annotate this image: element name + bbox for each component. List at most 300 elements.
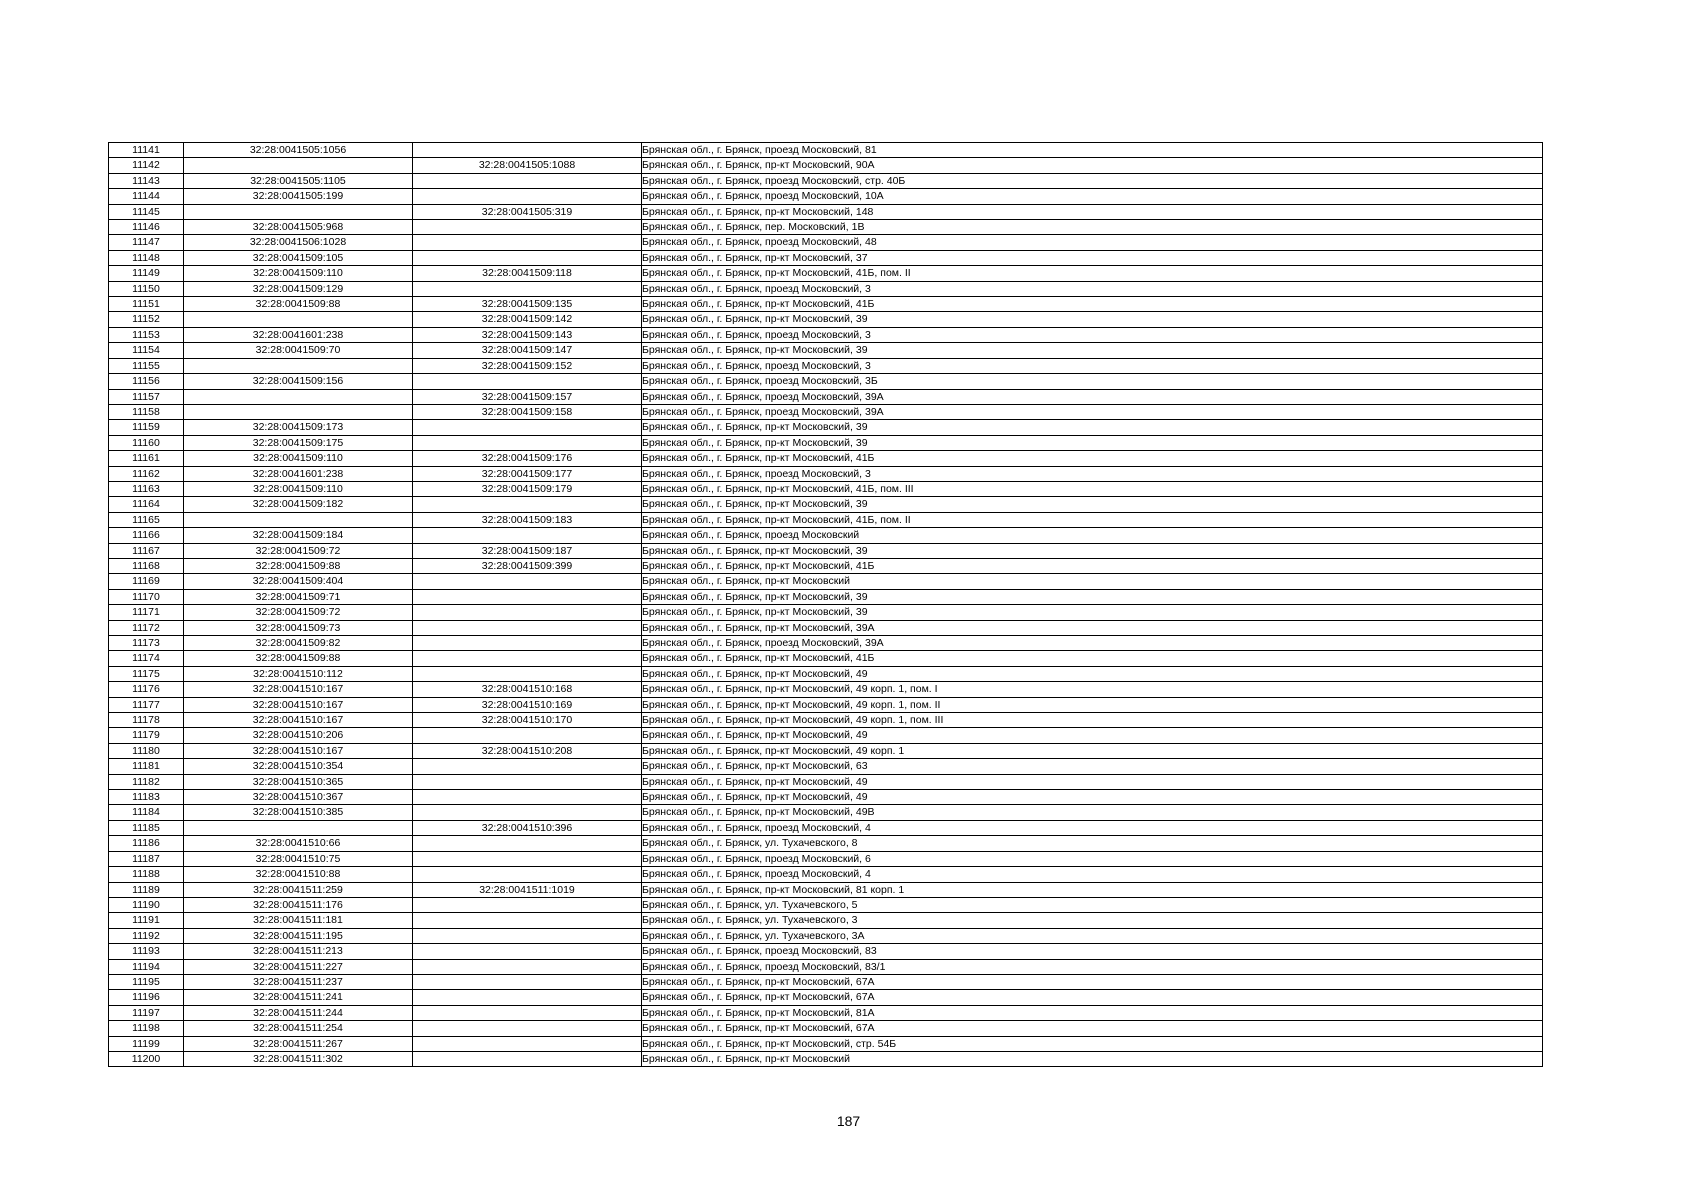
row-number-cell: 11181 xyxy=(109,759,184,774)
address-cell: Брянская обл., г. Брянск, проезд Московский, 4 xyxy=(642,867,1543,882)
table-row xyxy=(109,666,1543,681)
linked-cadastral-number-cell xyxy=(413,728,642,743)
cadastral-number-cell: 32:28:0041510:206 xyxy=(184,728,413,743)
linked-cadastral-number-cell xyxy=(413,790,642,805)
table-row xyxy=(109,143,1543,158)
row-number-cell: 11200 xyxy=(109,1051,184,1066)
linked-cadastral-number-cell xyxy=(413,666,642,681)
row-number-cell: 11183 xyxy=(109,790,184,805)
cadastral-number-cell: 32:28:0041509:156 xyxy=(184,374,413,389)
table-row xyxy=(109,743,1543,758)
page-number: 187 xyxy=(836,1113,861,1129)
table-row xyxy=(109,897,1543,912)
row-number-cell: 11153 xyxy=(109,327,184,342)
cadastral-number-cell: 32:28:0041509:88 xyxy=(184,297,413,312)
linked-cadastral-number-cell: 32:28:0041510:208 xyxy=(413,743,642,758)
cadastral-number-cell: 32:28:0041509:404 xyxy=(184,574,413,589)
table-row xyxy=(109,343,1543,358)
address-cell: Брянская обл., г. Брянск, пр-кт Московский, 41Б, пом. III xyxy=(642,481,1543,496)
linked-cadastral-number-cell: 32:28:0041509:158 xyxy=(413,404,642,419)
address-cell: Брянская обл., г. Брянск, проезд Московский xyxy=(642,528,1543,543)
row-number-cell: 11173 xyxy=(109,636,184,651)
cadastral-number-cell: 32:28:0041511:267 xyxy=(184,1036,413,1051)
linked-cadastral-number-cell xyxy=(413,990,642,1005)
linked-cadastral-number-cell xyxy=(413,250,642,265)
cadastral-number-cell: 32:28:0041509:82 xyxy=(184,636,413,651)
row-number-cell: 11174 xyxy=(109,651,184,666)
row-number-cell: 11158 xyxy=(109,404,184,419)
address-cell: Брянская обл., г. Брянск, проезд Московский, 39А xyxy=(642,389,1543,404)
linked-cadastral-number-cell xyxy=(413,235,642,250)
cadastral-number-cell: 32:28:0041509:70 xyxy=(184,343,413,358)
linked-cadastral-number-cell xyxy=(413,374,642,389)
table-row xyxy=(109,713,1543,728)
linked-cadastral-number-cell: 32:28:0041509:179 xyxy=(413,481,642,496)
table-row xyxy=(109,605,1543,620)
address-cell: Брянская обл., г. Брянск, проезд Московский, 83 xyxy=(642,944,1543,959)
cadastral-number-cell: 32:28:0041509:175 xyxy=(184,435,413,450)
row-number-cell: 11177 xyxy=(109,697,184,712)
linked-cadastral-number-cell xyxy=(413,959,642,974)
address-cell: Брянская обл., г. Брянск, пр-кт Московский, 41Б xyxy=(642,558,1543,573)
address-cell: Брянская обл., г. Брянск, пр-кт Московский, стр. 54Б xyxy=(642,1036,1543,1051)
table-row xyxy=(109,1021,1543,1036)
cadastral-number-cell: 32:28:0041509:173 xyxy=(184,420,413,435)
linked-cadastral-number-cell xyxy=(413,173,642,188)
address-cell: Брянская обл., г. Брянск, проезд Московский, 10А xyxy=(642,189,1543,204)
table-row xyxy=(109,620,1543,635)
table-row xyxy=(109,882,1543,897)
row-number-cell: 11146 xyxy=(109,220,184,235)
cadastral-number-cell xyxy=(184,204,413,219)
row-number-cell: 11147 xyxy=(109,235,184,250)
cadastral-number-cell: 32:28:0041509:182 xyxy=(184,497,413,512)
linked-cadastral-number-cell: 32:28:0041509:157 xyxy=(413,389,642,404)
cadastral-number-cell xyxy=(184,312,413,327)
row-number-cell: 11151 xyxy=(109,297,184,312)
row-number-cell: 11193 xyxy=(109,944,184,959)
address-cell: Брянская обл., г. Брянск, пр-кт Московский, 81 корп. 1 xyxy=(642,882,1543,897)
address-cell: Брянская обл., г. Брянск, пр-кт Московский, 41Б, пом. II xyxy=(642,512,1543,527)
row-number-cell: 11190 xyxy=(109,897,184,912)
linked-cadastral-number-cell xyxy=(413,1021,642,1036)
table-row xyxy=(109,913,1543,928)
cadastral-number-cell: 32:28:0041509:72 xyxy=(184,605,413,620)
cadastral-number-cell: 32:28:0041509:105 xyxy=(184,250,413,265)
row-number-cell: 11166 xyxy=(109,528,184,543)
table-row xyxy=(109,589,1543,604)
address-cell: Брянская обл., г. Брянск, пр-кт Московский, 39 xyxy=(642,435,1543,450)
row-number-cell: 11164 xyxy=(109,497,184,512)
cadastral-number-cell: 32:28:0041510:167 xyxy=(184,713,413,728)
linked-cadastral-number-cell xyxy=(413,928,642,943)
row-number-cell: 11186 xyxy=(109,836,184,851)
row-number-cell: 11163 xyxy=(109,481,184,496)
table-row xyxy=(109,759,1543,774)
registry-table-body xyxy=(109,143,1543,1067)
table-row xyxy=(109,974,1543,989)
row-number-cell: 11143 xyxy=(109,173,184,188)
linked-cadastral-number-cell: 32:28:0041510:168 xyxy=(413,682,642,697)
address-cell: Брянская обл., г. Брянск, проезд Московский, 39А xyxy=(642,636,1543,651)
row-number-cell: 11152 xyxy=(109,312,184,327)
row-number-cell: 11157 xyxy=(109,389,184,404)
cadastral-number-cell: 32:28:0041510:75 xyxy=(184,851,413,866)
cadastral-number-cell xyxy=(184,358,413,373)
address-cell: Брянская обл., г. Брянск, пр-кт Московский, 49 корп. 1 xyxy=(642,743,1543,758)
table-row xyxy=(109,235,1543,250)
table-row xyxy=(109,1051,1543,1066)
address-cell: Брянская обл., г. Брянск, пр-кт Московский, 49 корп. 1, пом. I xyxy=(642,682,1543,697)
cadastral-number-cell: 32:28:0041510:167 xyxy=(184,682,413,697)
address-cell: Брянская обл., г. Брянск, пр-кт Московский, 67А xyxy=(642,974,1543,989)
linked-cadastral-number-cell: 32:28:0041509:176 xyxy=(413,451,642,466)
linked-cadastral-number-cell: 32:28:0041511:1019 xyxy=(413,882,642,897)
address-cell: Брянская обл., г. Брянск, проезд Московский, 3Б xyxy=(642,374,1543,389)
address-cell: Брянская обл., г. Брянск, ул. Тухачевского, 8 xyxy=(642,836,1543,851)
address-cell: Брянская обл., г. Брянск, пр-кт Московский, 81А xyxy=(642,1005,1543,1020)
row-number-cell: 11165 xyxy=(109,512,184,527)
linked-cadastral-number-cell xyxy=(413,913,642,928)
address-cell: Брянская обл., г. Брянск, пр-кт Московский, 67А xyxy=(642,1021,1543,1036)
row-number-cell: 11167 xyxy=(109,543,184,558)
cadastral-number-cell: 32:28:0041505:199 xyxy=(184,189,413,204)
address-cell: Брянская обл., г. Брянск, пр-кт Московский, 90А xyxy=(642,158,1543,173)
table-row xyxy=(109,327,1543,342)
linked-cadastral-number-cell: 32:28:0041509:135 xyxy=(413,297,642,312)
address-cell: Брянская обл., г. Брянск, пр-кт Московский, 39 xyxy=(642,420,1543,435)
address-cell: Брянская обл., г. Брянск, пр-кт Московский, 49В xyxy=(642,805,1543,820)
address-cell: Брянская обл., г. Брянск, пр-кт Московский xyxy=(642,574,1543,589)
cadastral-number-cell xyxy=(184,512,413,527)
linked-cadastral-number-cell xyxy=(413,528,642,543)
cadastral-number-cell: 32:28:0041511:181 xyxy=(184,913,413,928)
address-cell: Брянская обл., г. Брянск, пр-кт Московский, 39 xyxy=(642,343,1543,358)
cadastral-number-cell xyxy=(184,820,413,835)
linked-cadastral-number-cell xyxy=(413,420,642,435)
linked-cadastral-number-cell xyxy=(413,836,642,851)
cadastral-number-cell: 32:28:0041509:72 xyxy=(184,543,413,558)
row-number-cell: 11168 xyxy=(109,558,184,573)
linked-cadastral-number-cell xyxy=(413,651,642,666)
table-row xyxy=(109,1036,1543,1051)
row-number-cell: 11189 xyxy=(109,882,184,897)
row-number-cell: 11178 xyxy=(109,713,184,728)
row-number-cell: 11149 xyxy=(109,266,184,281)
linked-cadastral-number-cell xyxy=(413,574,642,589)
table-row xyxy=(109,389,1543,404)
address-cell: Брянская обл., г. Брянск, пр-кт Московский xyxy=(642,1051,1543,1066)
table-row xyxy=(109,944,1543,959)
linked-cadastral-number-cell xyxy=(413,1051,642,1066)
registry-table xyxy=(108,142,1543,1067)
table-row xyxy=(109,774,1543,789)
cadastral-number-cell: 32:28:0041510:367 xyxy=(184,790,413,805)
table-row xyxy=(109,220,1543,235)
linked-cadastral-number-cell: 32:28:0041510:396 xyxy=(413,820,642,835)
address-cell: Брянская обл., г. Брянск, пр-кт Московский, 49 xyxy=(642,790,1543,805)
cadastral-number-cell: 32:28:0041511:244 xyxy=(184,1005,413,1020)
linked-cadastral-number-cell: 32:28:0041505:319 xyxy=(413,204,642,219)
cadastral-number-cell xyxy=(184,389,413,404)
linked-cadastral-number-cell xyxy=(413,774,642,789)
linked-cadastral-number-cell xyxy=(413,589,642,604)
cadastral-number-cell: 32:28:0041509:71 xyxy=(184,589,413,604)
cadastral-number-cell: 32:28:0041510:385 xyxy=(184,805,413,820)
table-row xyxy=(109,728,1543,743)
cadastral-number-cell: 32:28:0041509:73 xyxy=(184,620,413,635)
cadastral-number-cell: 32:28:0041601:238 xyxy=(184,327,413,342)
cadastral-number-cell: 32:28:0041509:88 xyxy=(184,558,413,573)
linked-cadastral-number-cell xyxy=(413,605,642,620)
row-number-cell: 11179 xyxy=(109,728,184,743)
row-number-cell: 11180 xyxy=(109,743,184,758)
table-row xyxy=(109,374,1543,389)
table-row xyxy=(109,497,1543,512)
linked-cadastral-number-cell xyxy=(413,851,642,866)
table-row xyxy=(109,558,1543,573)
row-number-cell: 11162 xyxy=(109,466,184,481)
address-cell: Брянская обл., г. Брянск, пер. Московский, 1В xyxy=(642,220,1543,235)
table-row xyxy=(109,173,1543,188)
row-number-cell: 11188 xyxy=(109,867,184,882)
row-number-cell: 11144 xyxy=(109,189,184,204)
address-cell: Брянская обл., г. Брянск, пр-кт Московский, 39 xyxy=(642,605,1543,620)
cadastral-number-cell: 32:28:0041509:88 xyxy=(184,651,413,666)
linked-cadastral-number-cell xyxy=(413,497,642,512)
address-cell: Брянская обл., г. Брянск, проезд Московский, 48 xyxy=(642,235,1543,250)
cadastral-number-cell: 32:28:0041601:238 xyxy=(184,466,413,481)
table-row xyxy=(109,512,1543,527)
linked-cadastral-number-cell: 32:28:0041509:177 xyxy=(413,466,642,481)
cadastral-number-cell: 32:28:0041511:259 xyxy=(184,882,413,897)
linked-cadastral-number-cell xyxy=(413,867,642,882)
cadastral-number-cell: 32:28:0041509:184 xyxy=(184,528,413,543)
row-number-cell: 11185 xyxy=(109,820,184,835)
table-row xyxy=(109,1005,1543,1020)
cadastral-number-cell: 32:28:0041505:968 xyxy=(184,220,413,235)
cadastral-number-cell: 32:28:0041511:227 xyxy=(184,959,413,974)
linked-cadastral-number-cell: 32:28:0041509:152 xyxy=(413,358,642,373)
linked-cadastral-number-cell xyxy=(413,897,642,912)
table-row xyxy=(109,543,1543,558)
linked-cadastral-number-cell xyxy=(413,143,642,158)
row-number-cell: 11170 xyxy=(109,589,184,604)
address-cell: Брянская обл., г. Брянск, пр-кт Московский, 49 xyxy=(642,774,1543,789)
cadastral-number-cell: 32:28:0041511:237 xyxy=(184,974,413,989)
cadastral-number-cell: 32:28:0041510:66 xyxy=(184,836,413,851)
address-cell: Брянская обл., г. Брянск, проезд Московский, 83/1 xyxy=(642,959,1543,974)
row-number-cell: 11184 xyxy=(109,805,184,820)
cadastral-number-cell: 32:28:0041511:302 xyxy=(184,1051,413,1066)
table-row xyxy=(109,836,1543,851)
row-number-cell: 11141 xyxy=(109,143,184,158)
cadastral-number-cell: 32:28:0041510:365 xyxy=(184,774,413,789)
address-cell: Брянская обл., г. Брянск, пр-кт Московский, 41Б, пом. II xyxy=(642,266,1543,281)
address-cell: Брянская обл., г. Брянск, пр-кт Московский, 41Б xyxy=(642,451,1543,466)
address-cell: Брянская обл., г. Брянск, проезд Московский, 3 xyxy=(642,327,1543,342)
row-number-cell: 11175 xyxy=(109,666,184,681)
cadastral-number-cell: 32:28:0041510:354 xyxy=(184,759,413,774)
address-cell: Брянская обл., г. Брянск, пр-кт Московский, 67А xyxy=(642,990,1543,1005)
row-number-cell: 11150 xyxy=(109,281,184,296)
table-row xyxy=(109,297,1543,312)
table-row xyxy=(109,851,1543,866)
row-number-cell: 11142 xyxy=(109,158,184,173)
address-cell: Брянская обл., г. Брянск, пр-кт Московский, 39 xyxy=(642,543,1543,558)
address-cell: Брянская обл., г. Брянск, ул. Тухачевского, 3А xyxy=(642,928,1543,943)
row-number-cell: 11171 xyxy=(109,605,184,620)
address-cell: Брянская обл., г. Брянск, пр-кт Московский, 63 xyxy=(642,759,1543,774)
address-cell: Брянская обл., г. Брянск, проезд Московский, 3 xyxy=(642,281,1543,296)
address-cell: Брянская обл., г. Брянск, пр-кт Московский, 37 xyxy=(642,250,1543,265)
row-number-cell: 11156 xyxy=(109,374,184,389)
address-cell: Брянская обл., г. Брянск, пр-кт Московский, 41Б xyxy=(642,651,1543,666)
address-cell: Брянская обл., г. Брянск, пр-кт Московский, 41Б xyxy=(642,297,1543,312)
row-number-cell: 11155 xyxy=(109,358,184,373)
address-cell: Брянская обл., г. Брянск, проезд Московский, 4 xyxy=(642,820,1543,835)
address-cell: Брянская обл., г. Брянск, проезд Московский, стр. 40Б xyxy=(642,173,1543,188)
address-cell: Брянская обл., г. Брянск, проезд Московский, 39А xyxy=(642,404,1543,419)
table-row xyxy=(109,805,1543,820)
linked-cadastral-number-cell xyxy=(413,281,642,296)
row-number-cell: 11172 xyxy=(109,620,184,635)
linked-cadastral-number-cell xyxy=(413,636,642,651)
table-row xyxy=(109,404,1543,419)
address-cell: Брянская обл., г. Брянск, пр-кт Московский, 39 xyxy=(642,497,1543,512)
linked-cadastral-number-cell xyxy=(413,620,642,635)
cadastral-number-cell: 32:28:0041510:167 xyxy=(184,743,413,758)
linked-cadastral-number-cell: 32:28:0041505:1088 xyxy=(413,158,642,173)
cadastral-number-cell: 32:28:0041505:1056 xyxy=(184,143,413,158)
cadastral-number-cell xyxy=(184,158,413,173)
row-number-cell: 11169 xyxy=(109,574,184,589)
linked-cadastral-number-cell: 32:28:0041509:147 xyxy=(413,343,642,358)
table-row xyxy=(109,959,1543,974)
address-cell: Брянская обл., г. Брянск, проезд Московский, 3 xyxy=(642,358,1543,373)
cadastral-number-cell: 32:28:0041511:195 xyxy=(184,928,413,943)
table-row xyxy=(109,682,1543,697)
row-number-cell: 11176 xyxy=(109,682,184,697)
table-row xyxy=(109,528,1543,543)
table-row xyxy=(109,204,1543,219)
table-row xyxy=(109,990,1543,1005)
row-number-cell: 11192 xyxy=(109,928,184,943)
address-cell: Брянская обл., г. Брянск, пр-кт Московский, 39 xyxy=(642,312,1543,327)
row-number-cell: 11197 xyxy=(109,1005,184,1020)
address-cell: Брянская обл., г. Брянск, пр-кт Московский, 49 xyxy=(642,666,1543,681)
table-row xyxy=(109,189,1543,204)
address-cell: Брянская обл., г. Брянск, проезд Московский, 3 xyxy=(642,466,1543,481)
cadastral-number-cell: 32:28:0041505:1105 xyxy=(184,173,413,188)
linked-cadastral-number-cell xyxy=(413,435,642,450)
row-number-cell: 11195 xyxy=(109,974,184,989)
table-row xyxy=(109,312,1543,327)
table-row xyxy=(109,281,1543,296)
linked-cadastral-number-cell: 32:28:0041509:187 xyxy=(413,543,642,558)
address-cell: Брянская обл., г. Брянск, проезд Московский, 81 xyxy=(642,143,1543,158)
address-cell: Брянская обл., г. Брянск, пр-кт Московский, 39 xyxy=(642,589,1543,604)
address-cell: Брянская обл., г. Брянск, пр-кт Московский, 39А xyxy=(642,620,1543,635)
address-cell: Брянская обл., г. Брянск, пр-кт Московский, 49 xyxy=(642,728,1543,743)
table-row xyxy=(109,250,1543,265)
table-row xyxy=(109,574,1543,589)
cadastral-number-cell: 32:28:0041511:241 xyxy=(184,990,413,1005)
table-row xyxy=(109,820,1543,835)
cadastral-number-cell: 32:28:0041510:167 xyxy=(184,697,413,712)
table-row xyxy=(109,790,1543,805)
cadastral-number-cell: 32:28:0041509:110 xyxy=(184,266,413,281)
linked-cadastral-number-cell: 32:28:0041509:142 xyxy=(413,312,642,327)
table-row xyxy=(109,636,1543,651)
table-row xyxy=(109,928,1543,943)
address-cell: Брянская обл., г. Брянск, ул. Тухачевского, 5 xyxy=(642,897,1543,912)
linked-cadastral-number-cell xyxy=(413,220,642,235)
row-number-cell: 11187 xyxy=(109,851,184,866)
linked-cadastral-number-cell xyxy=(413,759,642,774)
row-number-cell: 11194 xyxy=(109,959,184,974)
table-row xyxy=(109,651,1543,666)
cadastral-number-cell: 32:28:0041510:88 xyxy=(184,867,413,882)
cadastral-number-cell: 32:28:0041506:1028 xyxy=(184,235,413,250)
address-cell: Брянская обл., г. Брянск, пр-кт Московский, 49 корп. 1, пом. III xyxy=(642,713,1543,728)
row-number-cell: 11145 xyxy=(109,204,184,219)
linked-cadastral-number-cell xyxy=(413,944,642,959)
cadastral-number-cell: 32:28:0041511:254 xyxy=(184,1021,413,1036)
linked-cadastral-number-cell: 32:28:0041509:143 xyxy=(413,327,642,342)
address-cell: Брянская обл., г. Брянск, пр-кт Московский, 148 xyxy=(642,204,1543,219)
row-number-cell: 11160 xyxy=(109,435,184,450)
row-number-cell: 11198 xyxy=(109,1021,184,1036)
linked-cadastral-number-cell xyxy=(413,974,642,989)
table-row xyxy=(109,420,1543,435)
linked-cadastral-number-cell: 32:28:0041510:170 xyxy=(413,713,642,728)
table-row xyxy=(109,451,1543,466)
cadastral-number-cell: 32:28:0041509:110 xyxy=(184,451,413,466)
linked-cadastral-number-cell: 32:28:0041509:399 xyxy=(413,558,642,573)
linked-cadastral-number-cell: 32:28:0041509:183 xyxy=(413,512,642,527)
row-number-cell: 11191 xyxy=(109,913,184,928)
table-row xyxy=(109,266,1543,281)
table-row xyxy=(109,697,1543,712)
row-number-cell: 11154 xyxy=(109,343,184,358)
row-number-cell: 11196 xyxy=(109,990,184,1005)
address-cell: Брянская обл., г. Брянск, пр-кт Московский, 49 корп. 1, пом. II xyxy=(642,697,1543,712)
cadastral-number-cell xyxy=(184,404,413,419)
row-number-cell: 11148 xyxy=(109,250,184,265)
table-row xyxy=(109,481,1543,496)
linked-cadastral-number-cell: 32:28:0041510:169 xyxy=(413,697,642,712)
linked-cadastral-number-cell: 32:28:0041509:118 xyxy=(413,266,642,281)
row-number-cell: 11159 xyxy=(109,420,184,435)
row-number-cell: 11182 xyxy=(109,774,184,789)
linked-cadastral-number-cell xyxy=(413,1036,642,1051)
table-row xyxy=(109,867,1543,882)
cadastral-number-cell: 32:28:0041509:110 xyxy=(184,481,413,496)
row-number-cell: 11199 xyxy=(109,1036,184,1051)
row-number-cell: 11161 xyxy=(109,451,184,466)
table-row xyxy=(109,158,1543,173)
table-row xyxy=(109,466,1543,481)
linked-cadastral-number-cell xyxy=(413,1005,642,1020)
table-row xyxy=(109,358,1543,373)
table-row xyxy=(109,435,1543,450)
cadastral-number-cell: 32:28:0041511:176 xyxy=(184,897,413,912)
address-cell: Брянская обл., г. Брянск, ул. Тухачевского, 3 xyxy=(642,913,1543,928)
cadastral-number-cell: 32:28:0041511:213 xyxy=(184,944,413,959)
cadastral-number-cell: 32:28:0041510:112 xyxy=(184,666,413,681)
cadastral-number-cell: 32:28:0041509:129 xyxy=(184,281,413,296)
